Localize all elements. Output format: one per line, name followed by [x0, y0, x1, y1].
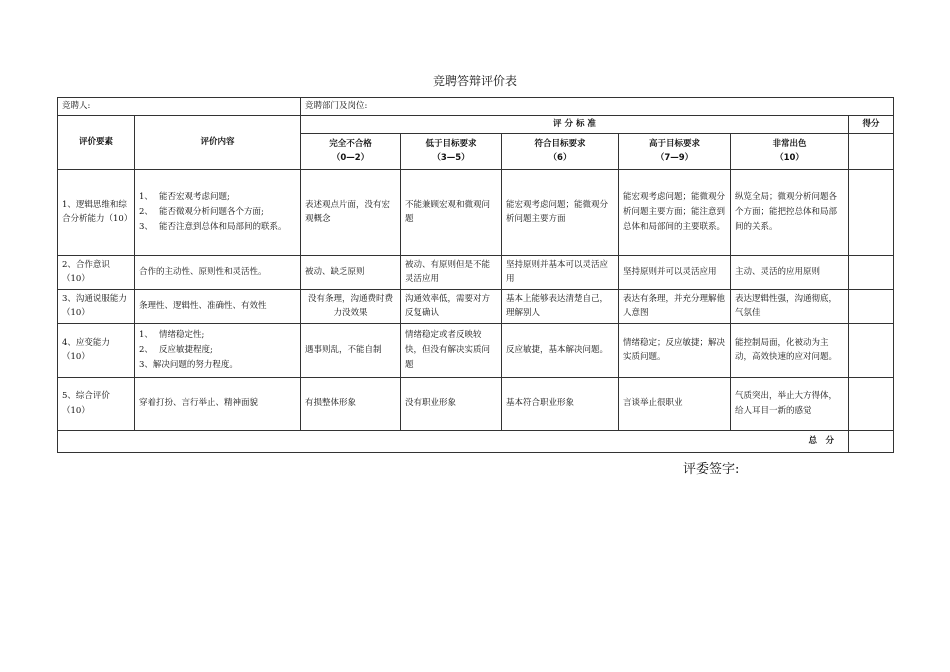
total-label: 总 分	[58, 430, 849, 452]
element-cell: 3、沟通说服能力（10）	[58, 289, 135, 323]
item-number: 3、	[139, 221, 153, 232]
item-text: 能否微观分析问题各个方面;	[159, 206, 264, 217]
level-cell: 被动、有原则但是不能灵活应用	[401, 255, 502, 289]
score-cell[interactable]	[849, 133, 894, 169]
content-cell	[135, 169, 301, 255]
level-range: （0—2）	[331, 153, 370, 164]
content-cell: 合作的主动性、原则性和灵活性。	[135, 255, 301, 289]
level-cell: 有损整体形象	[301, 377, 401, 430]
level-cell: 遇事则乱，不能自制	[301, 323, 401, 377]
candidate-label: 竞聘人:	[62, 101, 91, 112]
item-number: 1、	[139, 330, 153, 341]
level-range: （10）	[775, 153, 804, 164]
level-cell: 主动、灵活的应用原则	[731, 255, 849, 289]
level-cell: 反应敏捷，基本解决问题。	[502, 323, 619, 377]
level-name: 低于目标要求	[425, 138, 477, 149]
department-label: 竞聘部门及岗位:	[305, 101, 368, 112]
level-cell: 能宏观考虑问题；能微观分析问题主要方面；能注意到总体和局部间的主要联系。	[619, 169, 731, 255]
page-title: 竞聘答辩评价表	[432, 74, 517, 88]
table-row	[58, 255, 894, 289]
element-cell: 1、逻辑思维和综合分析能力（10）	[58, 169, 135, 255]
level-cell: 没有条理，沟通费时费力没效果	[301, 289, 401, 323]
score-cell[interactable]	[849, 255, 894, 289]
item-text: 3、解决问题的努力程度。	[139, 359, 238, 370]
total-row	[58, 430, 894, 452]
level-cell: 情绪稳定；反应敏捷；解决实质问题。	[619, 323, 731, 377]
level-header	[401, 133, 502, 169]
level-cell: 表达有条理，并充分理解他人意图	[619, 289, 731, 323]
level-name: 符合目标要求	[534, 138, 586, 149]
candidate-field[interactable]	[58, 98, 301, 116]
scoring-standard-header: 评 分 标 准	[301, 116, 849, 134]
level-cell: 纵览全局；微观分析问题各个方面；能把控总体和局部间的关系。	[731, 169, 849, 255]
table-row	[58, 377, 894, 430]
level-cell: 沟通效率低，需要对方反复确认	[401, 289, 502, 323]
level-range: （7—9）	[655, 153, 694, 164]
score-cell[interactable]	[849, 323, 894, 377]
level-cell: 基本符合职业形象	[502, 377, 619, 430]
content-cell: 穿着打扮、言行举止、精神面貌	[135, 377, 301, 430]
content-cell	[135, 323, 301, 377]
item-number: 2、	[139, 206, 153, 217]
table-row	[58, 323, 894, 377]
level-cell: 坚持原则并可以灵活应用	[619, 255, 731, 289]
level-name: 完全不合格	[329, 138, 372, 149]
department-field[interactable]	[301, 98, 894, 116]
score-header: 得分	[849, 116, 894, 134]
level-header	[731, 133, 849, 169]
evaluation-table	[57, 97, 894, 453]
level-range: （3—5）	[432, 153, 470, 164]
level-cell: 气质突出，举止大方得体，给人耳目一新的感觉	[731, 377, 849, 430]
level-name: 高于目标要求	[648, 138, 700, 149]
level-cell: 表述观点片面，没有宏观概念	[301, 169, 401, 255]
score-cell[interactable]	[849, 289, 894, 323]
item-number: 2、	[139, 344, 153, 355]
element-cell: 5、综合评价（10）	[58, 377, 135, 430]
content-cell: 条理性、逻辑性、准确性、有效性	[135, 289, 301, 323]
level-cell: 能宏观考虑问题；能微观分析问题主要方面	[502, 169, 619, 255]
level-cell: 言谈举止很职业	[619, 377, 731, 430]
item-text: 能否宏观考虑问题;	[159, 192, 230, 203]
table-row	[58, 169, 894, 255]
level-header	[619, 133, 731, 169]
table-row	[58, 289, 894, 323]
item-text: 反应敏捷程度;	[159, 344, 213, 355]
score-cell[interactable]	[849, 169, 894, 255]
level-cell: 表达逻辑性强，沟通彻底，气氛佳	[731, 289, 849, 323]
element-cell: 2、合作意识（10）	[58, 255, 135, 289]
signature-label: 评委签字:	[683, 462, 740, 477]
item-text: 情绪稳定性;	[159, 330, 205, 341]
level-header	[301, 133, 401, 169]
level-cell: 没有职业形象	[401, 377, 502, 430]
total-score-cell[interactable]	[849, 430, 894, 452]
content-header: 评价内容	[135, 116, 301, 170]
level-cell: 不能兼顾宏观和微观问题	[401, 169, 502, 255]
level-cell: 情绪稳定或者反映较快，但没有解决实质问题	[401, 323, 502, 377]
element-cell: 4、应变能力（10）	[58, 323, 135, 377]
level-cell: 被动、缺乏原则	[301, 255, 401, 289]
item-text: 能否注意到总体和局部间的联系。	[159, 221, 287, 232]
level-cell: 能控制局面，化被动为主动，高效快速的应对问题。	[731, 323, 849, 377]
level-range: （6）	[548, 153, 572, 164]
element-header: 评价要素	[58, 116, 135, 170]
level-name: 非常出色	[772, 138, 807, 149]
level-cell: 坚持原则并基本可以灵活应用	[502, 255, 619, 289]
level-cell: 基本上能够表达清楚自己，理解别人	[502, 289, 619, 323]
score-cell[interactable]	[849, 377, 894, 430]
item-number: 1、	[139, 192, 153, 203]
level-header	[502, 133, 619, 169]
